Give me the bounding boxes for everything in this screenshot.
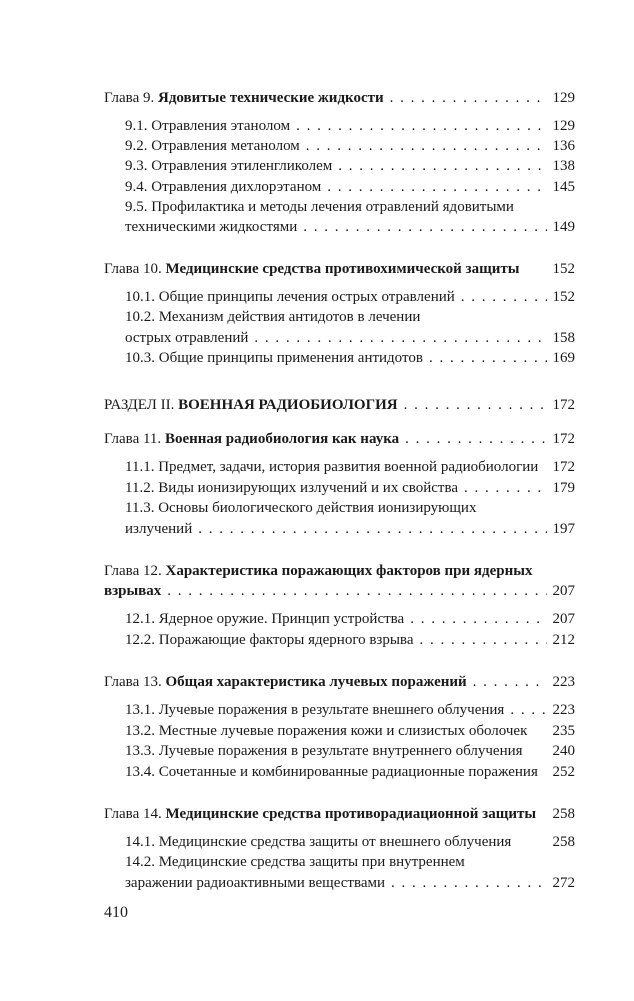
toc-section-13-2 [104,722,575,741]
toc-section-9-4 [104,178,575,197]
toc-leader [327,178,546,197]
toc-section-12-2 [104,631,575,650]
toc-section-9-1 [104,117,575,136]
toc-label: Глава 13. Общая характеристика лучевых поражений [104,674,467,690]
toc-section-10-3 [104,349,575,368]
toc-label: 9.2. Отравления метанолом [125,138,300,154]
toc-chapter-14 [104,805,575,824]
toc-chapter-12-line1 [104,562,575,581]
toc-leader [404,396,547,415]
toc-section-9-2 [104,137,575,156]
toc-chapter-12-line2 [104,582,575,601]
toc-section-11-3-line1 [104,499,575,518]
toc-section-10-2-line2 [104,329,575,348]
toc-page-number: 272 [552,875,575,891]
toc-page-number: 172 [552,459,575,475]
toc-label: взрывах [104,583,162,599]
toc-page-number: 207 [552,583,575,599]
toc-section-13-4 [104,763,575,782]
toc-page-number: 258 [552,834,575,850]
toc-chapter-11 [104,430,575,449]
toc-page-number: 138 [552,158,575,174]
toc-label: 11.1. Предмет, задачи, история развития военной радиобиологии [125,459,539,475]
toc-section-9-5-line2 [104,218,575,237]
toc-label: 9.1. Отравления этанолом [125,118,291,134]
toc-leader [167,582,546,601]
toc-section-13-1 [104,701,575,720]
toc-section-11-1 [104,458,575,477]
toc-leader [306,137,547,156]
toc-leader [464,479,546,498]
toc-page-number: 152 [552,261,575,277]
toc-page-number: 172 [552,431,575,447]
toc-leader [419,631,546,650]
toc-label: 11.3. Основы биологического действия ионизирующих [125,500,477,516]
toc-label: 13.4. Сочетанные и комбинированные радиационные поражения [125,764,538,780]
toc-leader [390,89,547,108]
toc-page-number: 258 [552,806,575,822]
toc-leader [391,874,546,893]
toc-label: РАЗДЕЛ II. ВОЕННАЯ РАДИОБИОЛОГИЯ [104,397,398,413]
toc-section-14-2-line1 [104,853,575,872]
toc-page-number: 207 [552,611,575,627]
toc-section-13-3 [104,742,575,761]
toc-page-number: 169 [552,350,575,366]
toc-section-10-2-line1 [104,308,575,327]
toc-leader [410,610,546,629]
toc-leader [338,157,546,176]
toc-page-number: 172 [552,397,575,413]
toc-page-number: 197 [552,521,575,537]
toc-leader [461,288,547,307]
toc-page-number: 179 [552,480,575,496]
toc-chapter-13 [104,673,575,692]
toc-leader [303,218,546,237]
toc-leader [405,430,546,449]
toc-section-14-2-line2 [104,874,575,893]
toc-label: 12.1. Ядерное оружие. Принцип устройства [125,611,405,627]
toc-section-9-3 [104,157,575,176]
toc-page-number: 129 [552,90,575,106]
toc-label: Глава 9. Ядовитые технические жидкости [104,90,384,106]
toc-label: заражении радиоактивными веществами [125,875,386,891]
toc-label: 14.1. Медицинские средства защиты от внешнего облучения [125,834,512,850]
toc-label: 9.4. Отравления дихлорэтаном [125,179,322,195]
toc-label: Глава 14. Медицинские средства противорадиационной защиты [104,806,537,822]
toc-section-10-1 [104,288,575,307]
toc-page-number: 212 [552,632,575,648]
toc-section-14-1 [104,833,575,852]
toc-page-number: 240 [552,743,575,759]
toc-page-number: 252 [552,764,575,780]
toc-page-number: 152 [552,289,575,305]
toc-section-11-3-line2 [104,520,575,539]
page-number: 410 [104,904,128,921]
toc-leader [429,349,547,368]
toc-label: 13.3. Лучевые поражения в результате внутреннего облучения [125,743,523,759]
toc-chapter-10 [104,260,575,279]
toc-page-number: 158 [552,330,575,346]
toc-part-2 [104,396,575,415]
toc-label: 10.2. Механизм действия антидотов в лечении [125,309,421,325]
toc-label: 9.5. Профилактика и методы лечения отравлений ядовитыми [125,199,514,215]
toc-leader [296,117,546,136]
toc-label: техническими жидкостями [125,219,298,235]
toc-label: 13.2. Местные лучевые поражения кожи и слизистых оболочек [125,723,528,739]
toc-label: 12.2. Поражающие факторы ядерного взрыва [125,632,414,648]
toc-leader [510,701,546,720]
toc-chapter-9 [104,89,575,108]
toc-label: Глава 10. Медицинские средства противохимической защиты [104,261,520,277]
toc-page-number: 129 [552,118,575,134]
toc-label: 9.3. Отравления этиленгликолем [125,158,333,174]
toc-label: 10.1. Общие принципы лечения острых отравлений [125,289,455,305]
toc-label: излучений [125,521,193,537]
toc-page-number: 235 [552,723,575,739]
toc-section-9-5-line1 [104,198,575,217]
toc-section-12-1 [104,610,575,629]
toc-leader [473,673,547,692]
toc-page-number: 145 [552,179,575,195]
toc-label: 11.2. Виды ионизирующих излучений и их свойства [125,480,459,496]
toc-page-number: 223 [552,674,575,690]
toc-section-11-2 [104,479,575,498]
toc-label: острых отравлений [125,330,249,346]
toc-label: Глава 12. Характеристика поражающих факторов при ядерных [104,563,533,579]
toc-label: 14.2. Медицинские средства защиты при внутреннем [125,854,465,870]
toc-page-number: 223 [552,702,575,718]
toc-leader [198,520,546,539]
toc-label: Глава 11. Военная радиобиология как наука [104,431,400,447]
toc-label: 13.1. Лучевые поражения в результате внешнего облучения [125,702,505,718]
toc-page-number: 149 [552,219,575,235]
toc-page-number: 136 [552,138,575,154]
toc-leader [254,329,546,348]
toc-label: 10.3. Общие принципы применения антидотов [125,350,423,366]
